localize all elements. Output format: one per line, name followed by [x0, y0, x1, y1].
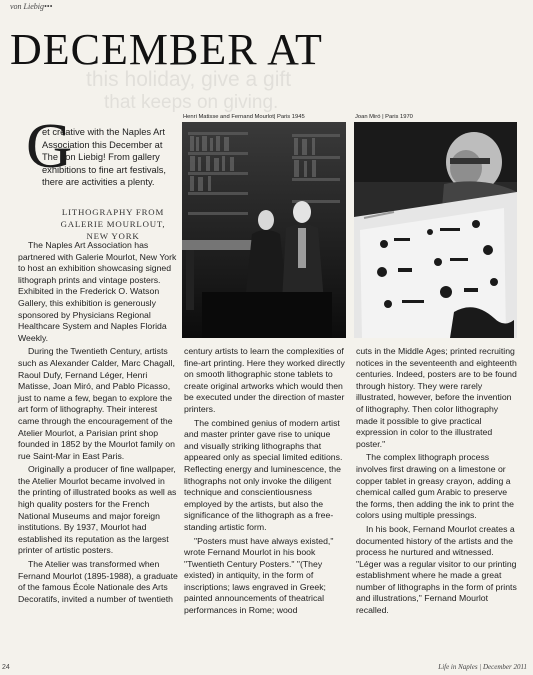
- photo-matisse-mourlot: [182, 122, 346, 338]
- drop-cap: G: [26, 110, 73, 181]
- body-column-1: [18, 240, 178, 607]
- photo-caption-miro: Joan Miró | Paris 1970: [355, 114, 413, 120]
- publication-footer: Life in Naples | December 2011: [438, 663, 527, 671]
- body-column-2: [184, 346, 346, 619]
- col3-paragraph-3: In his book, Fernand Mourlot creates a documented history of the artists and the process he nurtured and witnessed. "Léger was a regular visitor to our printing establishment where he made a great number of lithographs in the form of prints and illustrations," Fernand Mourlot recalled.: [356, 523, 517, 616]
- col3-paragraph-1: cuts in the Middle Ages; printed recruiting notices in the seventeenth and eighteenth centuries. Indeed, posters are to be found through history. They were rarely illustrated, however, before the invention of lithography. Then color lithography made it possible to give practical expression in color to the illustrated poster.": [356, 346, 517, 449]
- col2-paragraph-2: The combined genius of modern artist and master printer gave rise to unique and visually striking lithographs that appeared only as special limited editions. Reflecting energy and luminescence, the lithographs not only invoke the diligent technique and conscientiousness employed by the artists, but also the significance of the lithograph as a free-standing artistic form.: [184, 417, 343, 532]
- photo-caption-matisse: Henri Matisse and Fernand Mourlot| Paris 1945: [183, 114, 305, 120]
- col2-paragraph-1: century artists to learn the complexities of fine-art printing. Here they worked directly on smooth lithographic stone tablets to create original artworks which would then be executed under the direction of master printers.: [184, 346, 345, 414]
- page-headline: DECEMBER AT: [10, 25, 323, 74]
- bleed-through-text-1: this holiday, give a gift: [86, 68, 292, 91]
- col3-paragraph-2: The complex lithograph process involves first drawing on a limestone or copper tablet in greasy crayon, adding a chemical called gum Arabic to preserve the forms, then adding the ink to print the colors using multiple pressings.: [356, 452, 514, 521]
- intro-paragraph: et creative with the Naples Art Association this December at The von Liebig! From gallery exhibitions to fine art festivals, there are activities a plenty.: [42, 127, 167, 188]
- section-subhead: LITHOGRAPHY FROM GALERIE MOURLOUT, NEW YORK: [60, 207, 166, 241]
- col1-paragraph-2: During the Twentieth Century, artists such as Alexander Calder, Marc Chagall, Raoul Dufy, Fernand Léger, Henri Matisse, Joan Miró, and Pablo Picasso, just to name a few, began to explore the art form of lithography. Their interest came through the encouragement of the Atelier Mourlot, a Parisian print shop founded in 1852 by the Mourlot family on rue Saint-Mar in East Paris.: [18, 346, 175, 461]
- photo-miro-illustration: [354, 122, 517, 338]
- body-column-3: [356, 346, 518, 619]
- col1-paragraph-4: The Atelier was transformed when Fernand Mourlot (1895-1988), a graduate of the famous École Nationale des Arts Decoratifs, invited a number of twentieth: [18, 559, 178, 604]
- col1-paragraph-1: The Naples Art Association has partnered with Galerie Mourlot, New York to host an exhibition showcasing signed lithograph prints and vintage posters. Exhibited in the Frederick O. Watson Gallery, this exhibition is generously sponsored by Physicians Regional Healthcare System and Naples Florida Weekly.: [18, 240, 177, 343]
- photo-matisse-illustration: [182, 122, 346, 338]
- photo-joan-miro: [354, 122, 517, 338]
- col2-paragraph-3: "Posters must have always existed," wrote Fernand Mourlot in his book "Twentieth Century Posters." "(They existed) in antiquity, in the form of inscriptions; laws engraved in Greek; painted announcements of theatrical performances in Rome; wood: [184, 535, 334, 616]
- running-head: von Liebig•••: [10, 2, 53, 11]
- col1-paragraph-3: Originally a producer of fine wallpaper, the Atelier Mourlot became involved in the printing of illustrated books as well as high quality posters for the French National Museums and major foreign institutions. By 1937, Mourlot had established its reputation as the largest printer of artistic posters.: [18, 464, 177, 556]
- bleed-through-text-2: that keeps on giving.: [104, 92, 279, 113]
- page-number: 24: [2, 664, 10, 671]
